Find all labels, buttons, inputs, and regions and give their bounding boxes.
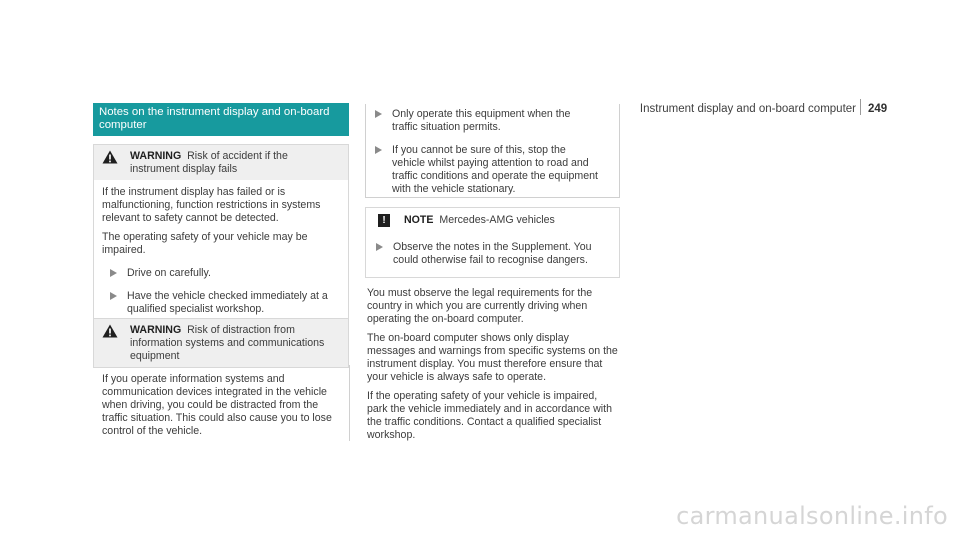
arrow-right-icon	[375, 110, 382, 118]
warning-header	[94, 145, 348, 180]
body-paragraph: You must observe the legal requirements for the country in which you are currently driving when operating the on-board computer.	[367, 287, 593, 325]
action-step-text: Have the vehicle checked immediately at a qualified specialist workshop.	[127, 290, 328, 315]
action-step	[366, 241, 619, 267]
page-number: 249	[868, 103, 888, 115]
exclamation-icon: !	[378, 214, 390, 227]
warning-paragraph: If you operate information systems and communication devices integrated in the vehicle when driving, you could be distracted from the traffic situation. This could also cause you to lose control of the vehicle.	[102, 373, 332, 437]
running-header-title: Instrument display and on-board computer	[639, 103, 856, 115]
warning-box-distraction	[93, 318, 349, 448]
warning-box-instrument-display	[93, 144, 349, 329]
column-divider	[349, 365, 350, 441]
action-step-text: Drive on carefully.	[127, 267, 211, 279]
warning-triangle-icon	[102, 150, 118, 164]
action-step	[102, 290, 340, 316]
warning-body	[94, 180, 348, 328]
action-step-text: Observe the notes in the Supplement. You could otherwise fail to recognise dangers.	[393, 241, 592, 266]
warning-body	[93, 368, 349, 448]
arrow-right-icon	[376, 243, 383, 251]
warning-keyword: WARNING	[130, 150, 182, 162]
action-step	[102, 267, 340, 280]
warning-heading	[130, 150, 340, 176]
body-text	[367, 287, 619, 448]
watermark: carmanualsonline.info	[676, 502, 948, 530]
action-step-text: If you cannot be sure of this, stop the vehicle whilst paying attention to road and traffic conditions and operate the equipment with the vehicle stationary.	[392, 144, 598, 195]
warning-triangle-icon	[102, 324, 118, 338]
warning-heading	[130, 324, 340, 363]
body-paragraph: The on-board computer shows only display messages and warnings from specific systems on the instrument display. You must therefore ensure that your vehicle is always safe to operate.	[367, 332, 618, 383]
warning-paragraph: The operating safety of your vehicle may be impaired.	[102, 231, 308, 256]
note-box-mercedes-amg	[365, 207, 620, 278]
warning-header	[93, 318, 349, 368]
note-heading-text: Mercedes-AMG vehicles	[439, 214, 555, 226]
continuation-border-right	[619, 104, 620, 198]
arrow-right-icon	[375, 146, 382, 154]
warning-paragraph: If the instrument display has failed or is malfunctioning, function restrictions in systems relevant to safety cannot be detected.	[102, 186, 321, 224]
action-step	[365, 144, 619, 196]
body-paragraph: If the operating safety of your vehicle is impaired, park the vehicle immediately and in accordance with the traffic conditions. Contact a qualified specialist workshop.	[367, 390, 612, 441]
note-keyword: NOTE	[404, 214, 434, 226]
warning-continuation	[365, 98, 619, 202]
section-title: Notes on the instrument display and on-board computer	[93, 103, 349, 136]
warning-heading-text: Risk of distraction from information systems and communications equipment	[130, 324, 325, 362]
action-step	[365, 108, 619, 134]
note-header	[366, 208, 619, 233]
action-step-text: Only operate this equipment when the traffic situation permits.	[392, 108, 571, 133]
arrow-right-icon	[110, 292, 117, 300]
warning-heading-text: Risk of accident if the instrument display fails	[130, 150, 288, 175]
header-divider	[860, 99, 861, 115]
warning-keyword: WARNING	[130, 324, 182, 336]
arrow-right-icon	[110, 269, 117, 277]
